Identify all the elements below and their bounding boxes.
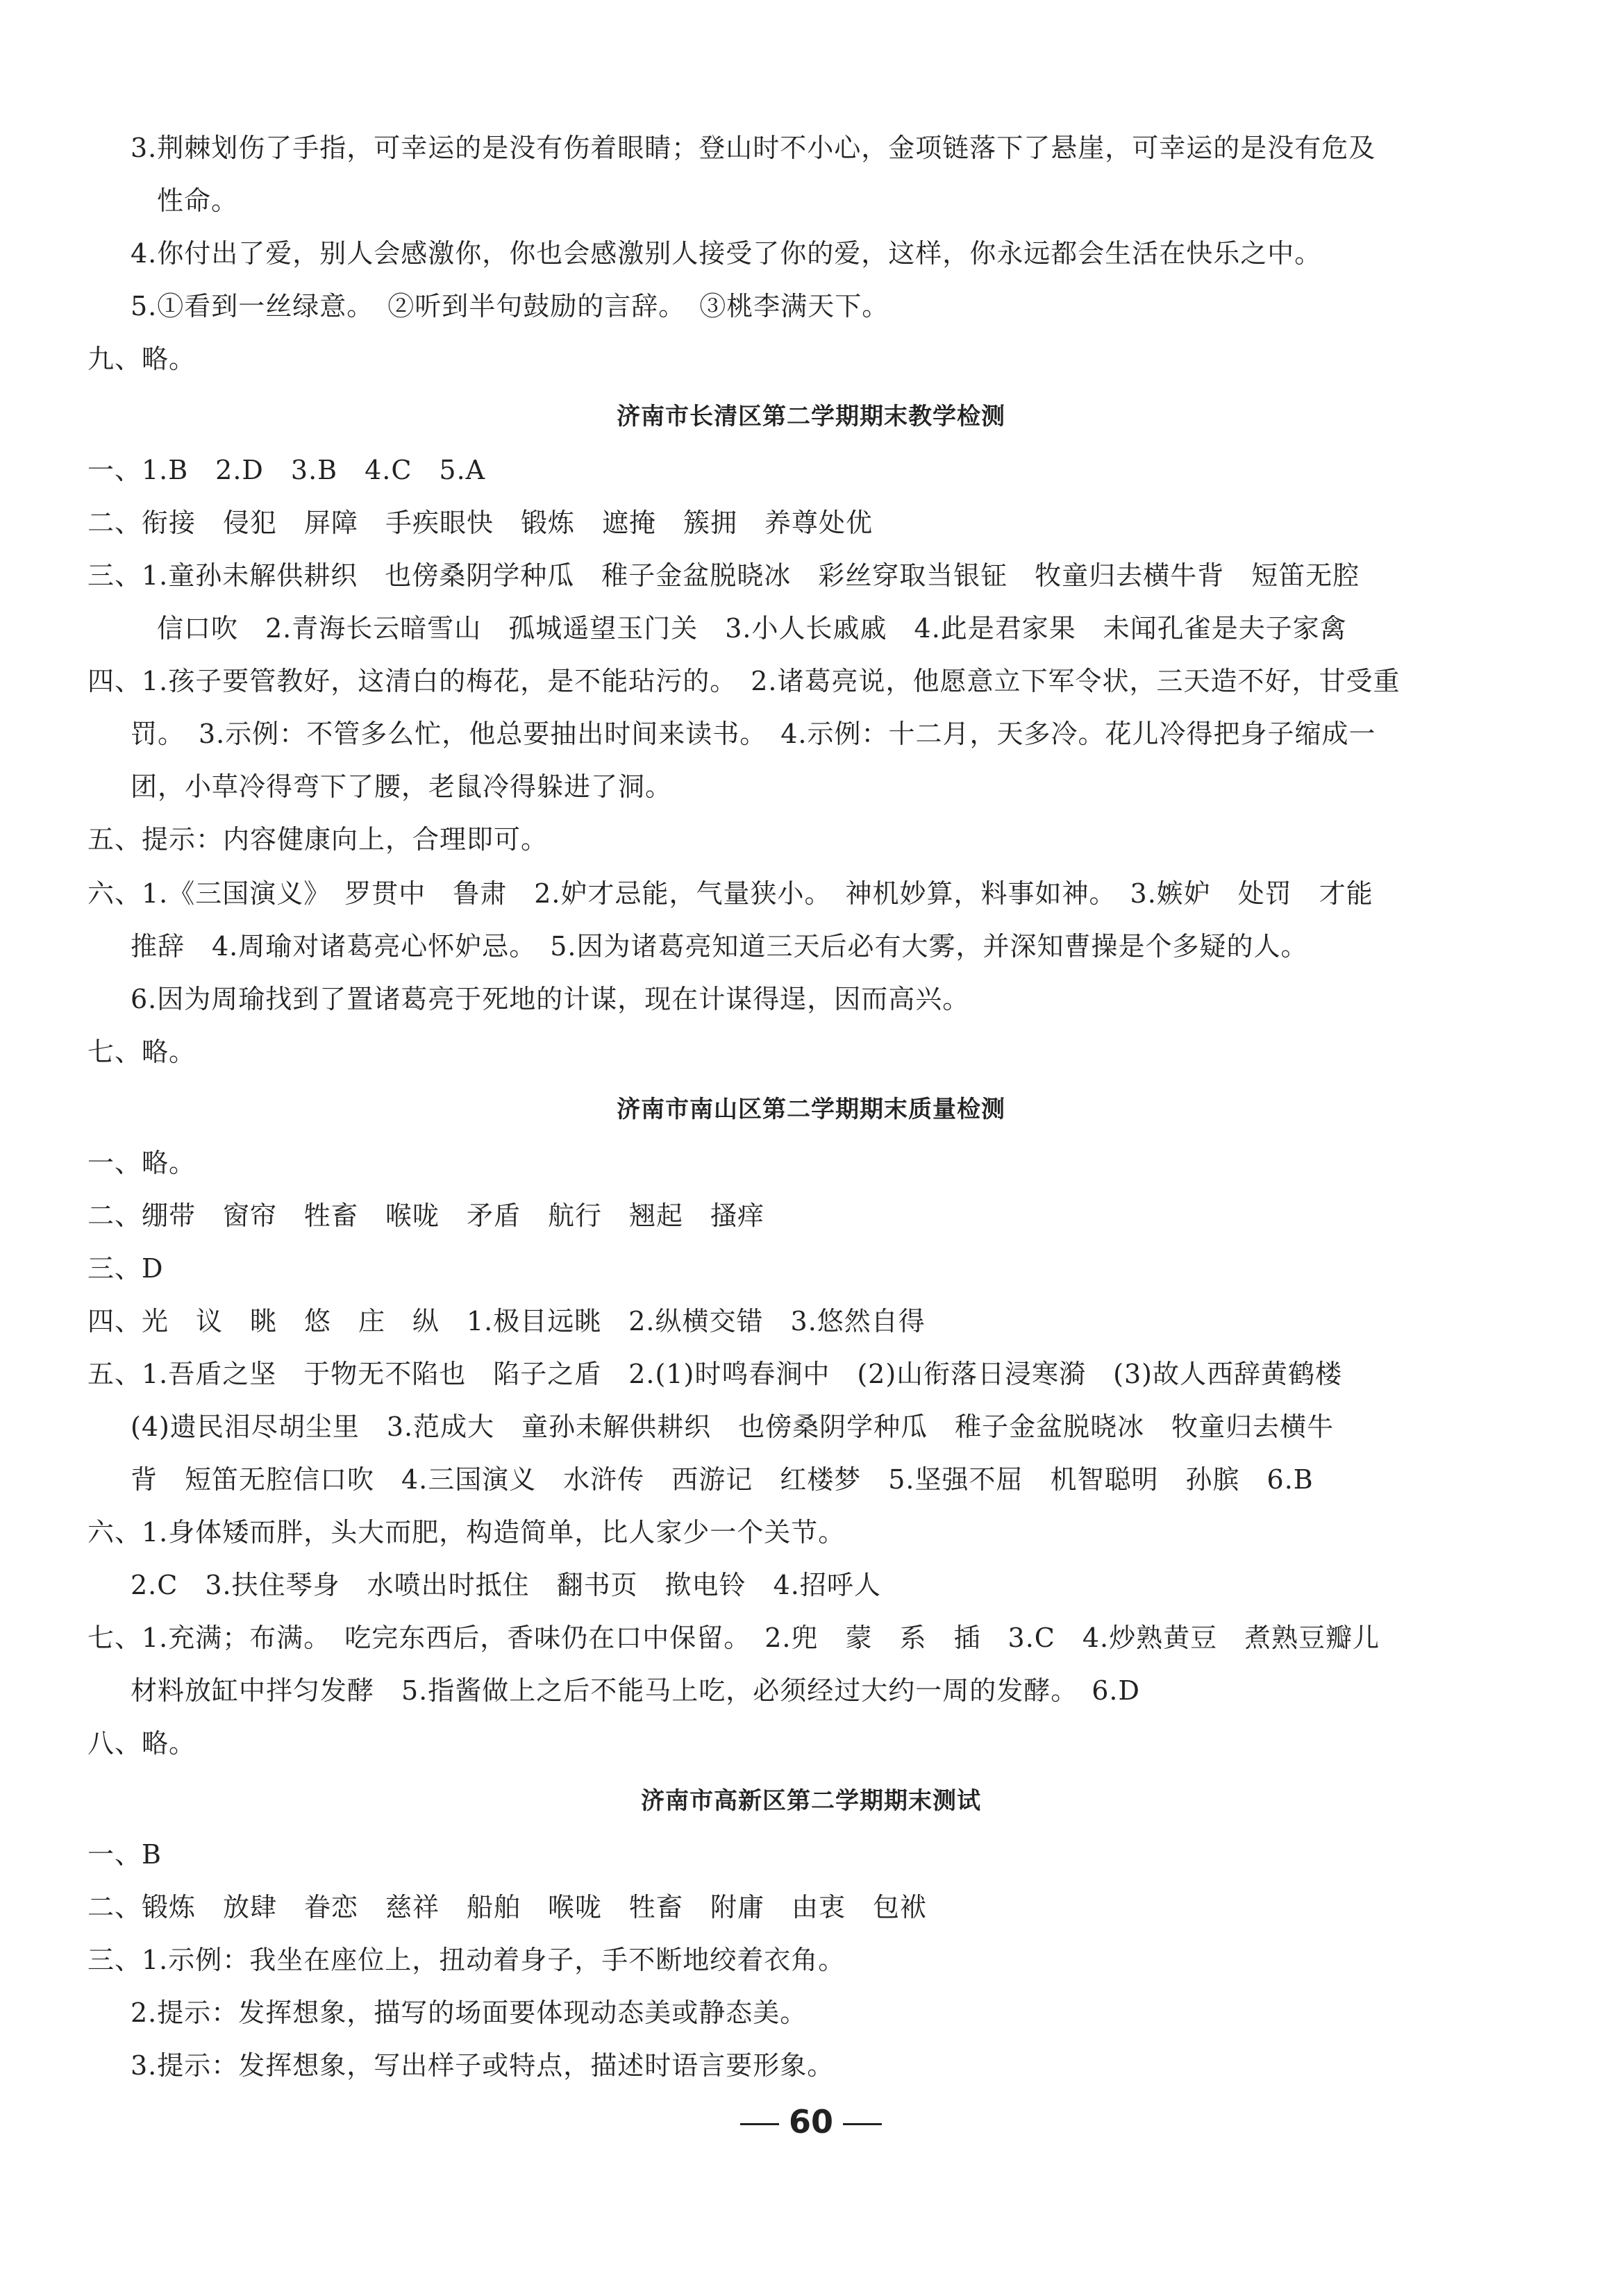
answer-line: 二、绷带 窗帘 牲畜 喉咙 矛盾 航行 翘起 搔痒 [87, 1200, 765, 1231]
answer-line: 六、1.《三国演义》 罗贯中 鲁肃 2.妒才忌能，气量狭小。 神机妙算，料事如神。 3.嫉妒 处罚 才能 [87, 878, 1373, 909]
answer-line: 五、提示：内容健康向上，合理即可。 [87, 824, 549, 855]
answer-line: (4)遗民泪尽胡尘里 3.范成大 童孙未解供耕织 也傍桑阴学种瓜 稚子金盆脱晓冰 牧童归去横牛 [131, 1411, 1335, 1442]
page-number [0, 2102, 1622, 2141]
answer-line: 2.C 3.扶住琴身 水喷出时抵住 翻书页 揿电铃 4.招呼人 [131, 1570, 881, 1600]
answer-line: 九、略。 [87, 344, 197, 374]
answer-line: 一、1.B 2.D 3.B 4.C 5.A [87, 455, 486, 485]
answer-line: 一、略。 [87, 1148, 197, 1178]
answer-line: 3.提示：发挥想象，写出样子或特点，描述时语言要形象。 [131, 2050, 835, 2081]
answer-line: 四、光 议 眺 悠 庄 纵 1.极目远眺 2.纵横交错 3.悠然自得 [87, 1306, 926, 1336]
answer-line: 三、D [87, 1253, 164, 1284]
page-number-text: 60 [788, 2103, 833, 2140]
answer-line: 一、B [87, 1839, 162, 1870]
answer-line: 2.提示：发挥想象，描写的场面要体现动态美或静态美。 [131, 1997, 808, 2028]
answer-line: 罚。 3.示例：不管多么忙，他总要抽出时间来读书。 4.示例：十二月，天多冷。花儿冷得把身子缩成一 [131, 719, 1376, 749]
dash-decoration [740, 2123, 779, 2125]
answer-line: 性命。 [157, 185, 239, 216]
answer-line: 三、1.示例：我坐在座位上，扭动着身子，手不断地绞着衣角。 [87, 1945, 846, 1975]
dash-decoration [843, 2123, 882, 2125]
answer-line: 6.因为周瑜找到了置诸葛亮于死地的计谋，现在计谋得逞，因而高兴。 [131, 984, 970, 1014]
answer-line: 3.荆棘划伤了手指，可幸运的是没有伤着眼睛；登山时不小心，金项链落下了悬崖，可幸运的是没有危及 [131, 133, 1376, 163]
section-title: 济南市长清区第二学期期末教学检测 [617, 403, 1005, 430]
answer-line: 七、略。 [87, 1037, 197, 1067]
answer-line: 二、锻炼 放肆 眷恋 慈祥 船舶 喉咙 牲畜 附庸 由衷 包袱 [87, 1892, 928, 1922]
answer-line: 四、1.孩子要管教好，这清白的梅花，是不能玷污的。 2.诸葛亮说，他愿意立下军令状，三天造不好，甘受重 [87, 666, 1401, 696]
answer-line: 团，小草冷得弯下了腰，老鼠冷得躲进了洞。 [131, 771, 673, 802]
section-title: 济南市高新区第二学期期末测试 [641, 1787, 981, 1815]
answer-line: 4.你付出了爱，别人会感激你，你也会感激别人接受了你的爱，这样，你永远都会生活在快乐之中。 [131, 238, 1322, 269]
answer-line: 七、1.充满；布满。 吃完东西后，香味仍在口中保留。 2.兜 蒙 系 插 3.C 4.炒熟黄豆 煮熟豆瓣儿 [87, 1623, 1380, 1653]
answer-line: 材料放缸中拌匀发酵 5.指酱做上之后不能马上吃，必须经过大约一周的发酵。 6.D [131, 1675, 1140, 1706]
answer-line: 三、1.童孙未解供耕织 也傍桑阴学种瓜 稚子金盆脱晓冰 彩丝穿取当银钲 牧童归去横牛背 短笛无腔 [87, 560, 1360, 591]
answer-line: 推辞 4.周瑜对诸葛亮心怀妒忌。 5.因为诸葛亮知道三天后必有大雾，并深知曹操是个多疑的人。 [131, 931, 1308, 962]
section-title: 济南市南山区第二学期期末质量检测 [617, 1096, 1005, 1123]
answer-line: 背 短笛无腔信口吹 4.三国演义 水浒传 西游记 红楼梦 5.坚强不屈 机智聪明 孙膑 6.B [131, 1464, 1314, 1495]
answer-line: 二、衔接 侵犯 屏障 手疾眼快 锻炼 遮掩 簇拥 养尊处优 [87, 508, 873, 538]
answer-line: 5.①看到一丝绿意。 ②听到半句鼓励的言辞。 ③桃李满天下。 [131, 291, 889, 321]
answer-line: 六、1.身体矮而胖，头大而肥，构造简单，比人家少一个关节。 [87, 1517, 846, 1548]
answer-line: 信口吹 2.青海长云暗雪山 孤城遥望玉门关 3.小人长戚戚 4.此是君家果 未闻孔雀是夫子家禽 [157, 613, 1347, 644]
answer-line: 五、1.吾盾之坚 于物无不陷也 陷子之盾 2.(1)时鸣春涧中 (2)山衔落日浸寒漪 (3)故人西辞黄鹤楼 [87, 1359, 1342, 1389]
answer-line: 八、略。 [87, 1728, 197, 1759]
